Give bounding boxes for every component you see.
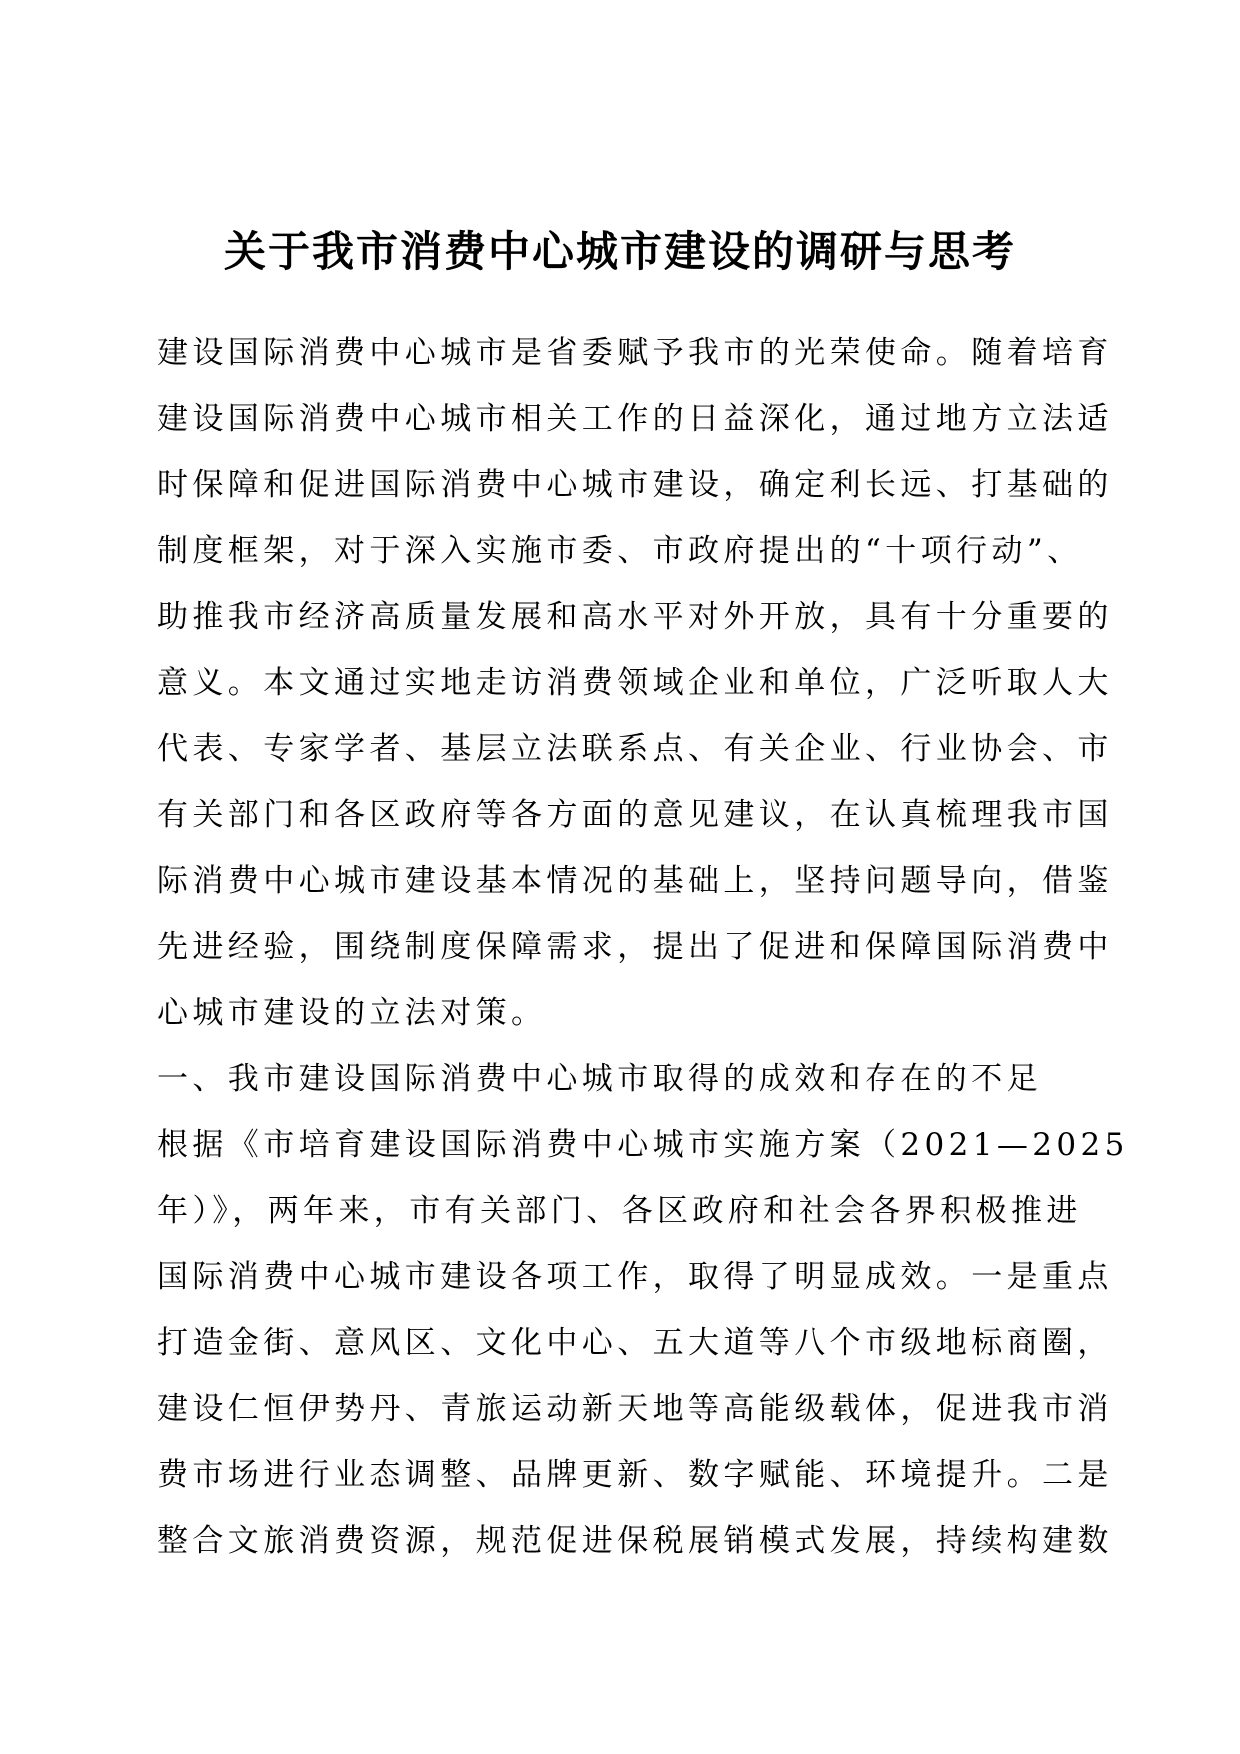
section-heading (157, 1046, 1079, 1112)
text-line: 建设国际消费中心城市是省委赋予我市的光荣使命。随着培育 (157, 335, 1113, 371)
text-line: 先进经验，围绕制度保障需求，提出了促进和保障国际消费中 (157, 929, 1113, 965)
text-line: 打造金街、意风区、文化中心、五大道等八个市级地标商圈， (157, 1325, 1113, 1361)
document-body (157, 320, 1129, 1574)
text-line: 建设仁恒伊势丹、青旅运动新天地等高能级载体，促进我市消 (157, 1391, 1113, 1427)
text-line: 际消费中心城市建设基本情况的基础上，坚持问题导向，借鉴 (157, 863, 1113, 899)
text-line: 根据《市培育建设国际消费中心城市实施方案（2021—2025 (157, 1127, 1129, 1163)
text-line: 整合文旅消费资源，规范促进保税展销模式发展，持续构建数 (157, 1523, 1113, 1559)
text-line: 代表、专家学者、基层立法联系点、有关企业、行业协会、市 (157, 731, 1113, 767)
intro-paragraph (157, 320, 1113, 1046)
section-heading-text: 一、我市建设国际消费中心城市取得的成效和存在的不足 (157, 1061, 1042, 1097)
text-line: 年）》，两年来，市有关部门、各区政府和社会各界积极推进 (157, 1193, 1082, 1229)
text-line: 助推我市经济高质量发展和高水平对外开放，具有十分重要的 (157, 599, 1113, 635)
text-line: 意义。本文通过实地走访消费领域企业和单位，广泛听取人大 (157, 665, 1113, 701)
text-line: 有关部门和各区政府等各方面的意见建议，在认真梳理我市国 (157, 797, 1113, 833)
text-line: 心城市建设的立法对策。 (157, 995, 547, 1031)
text-line: 国际消费中心城市建设各项工作，取得了明显成效。一是重点 (157, 1259, 1113, 1295)
text-line: 制度框架，对于深入实施市委、市政府提出的“十项行动”、 (157, 533, 1083, 569)
section-paragraph (157, 1112, 1129, 1574)
text-line: 费市场进行业态调整、品牌更新、数字赋能、环境提升。二是 (157, 1457, 1113, 1493)
document-title: 关于我市消费中心城市建设的调研与思考 (223, 227, 1016, 276)
text-line: 时保障和促进国际消费中心城市建设，确定利长远、打基础的 (157, 467, 1113, 503)
text-line: 建设国际消费中心城市相关工作的日益深化，通过地方立法适 (157, 401, 1113, 437)
